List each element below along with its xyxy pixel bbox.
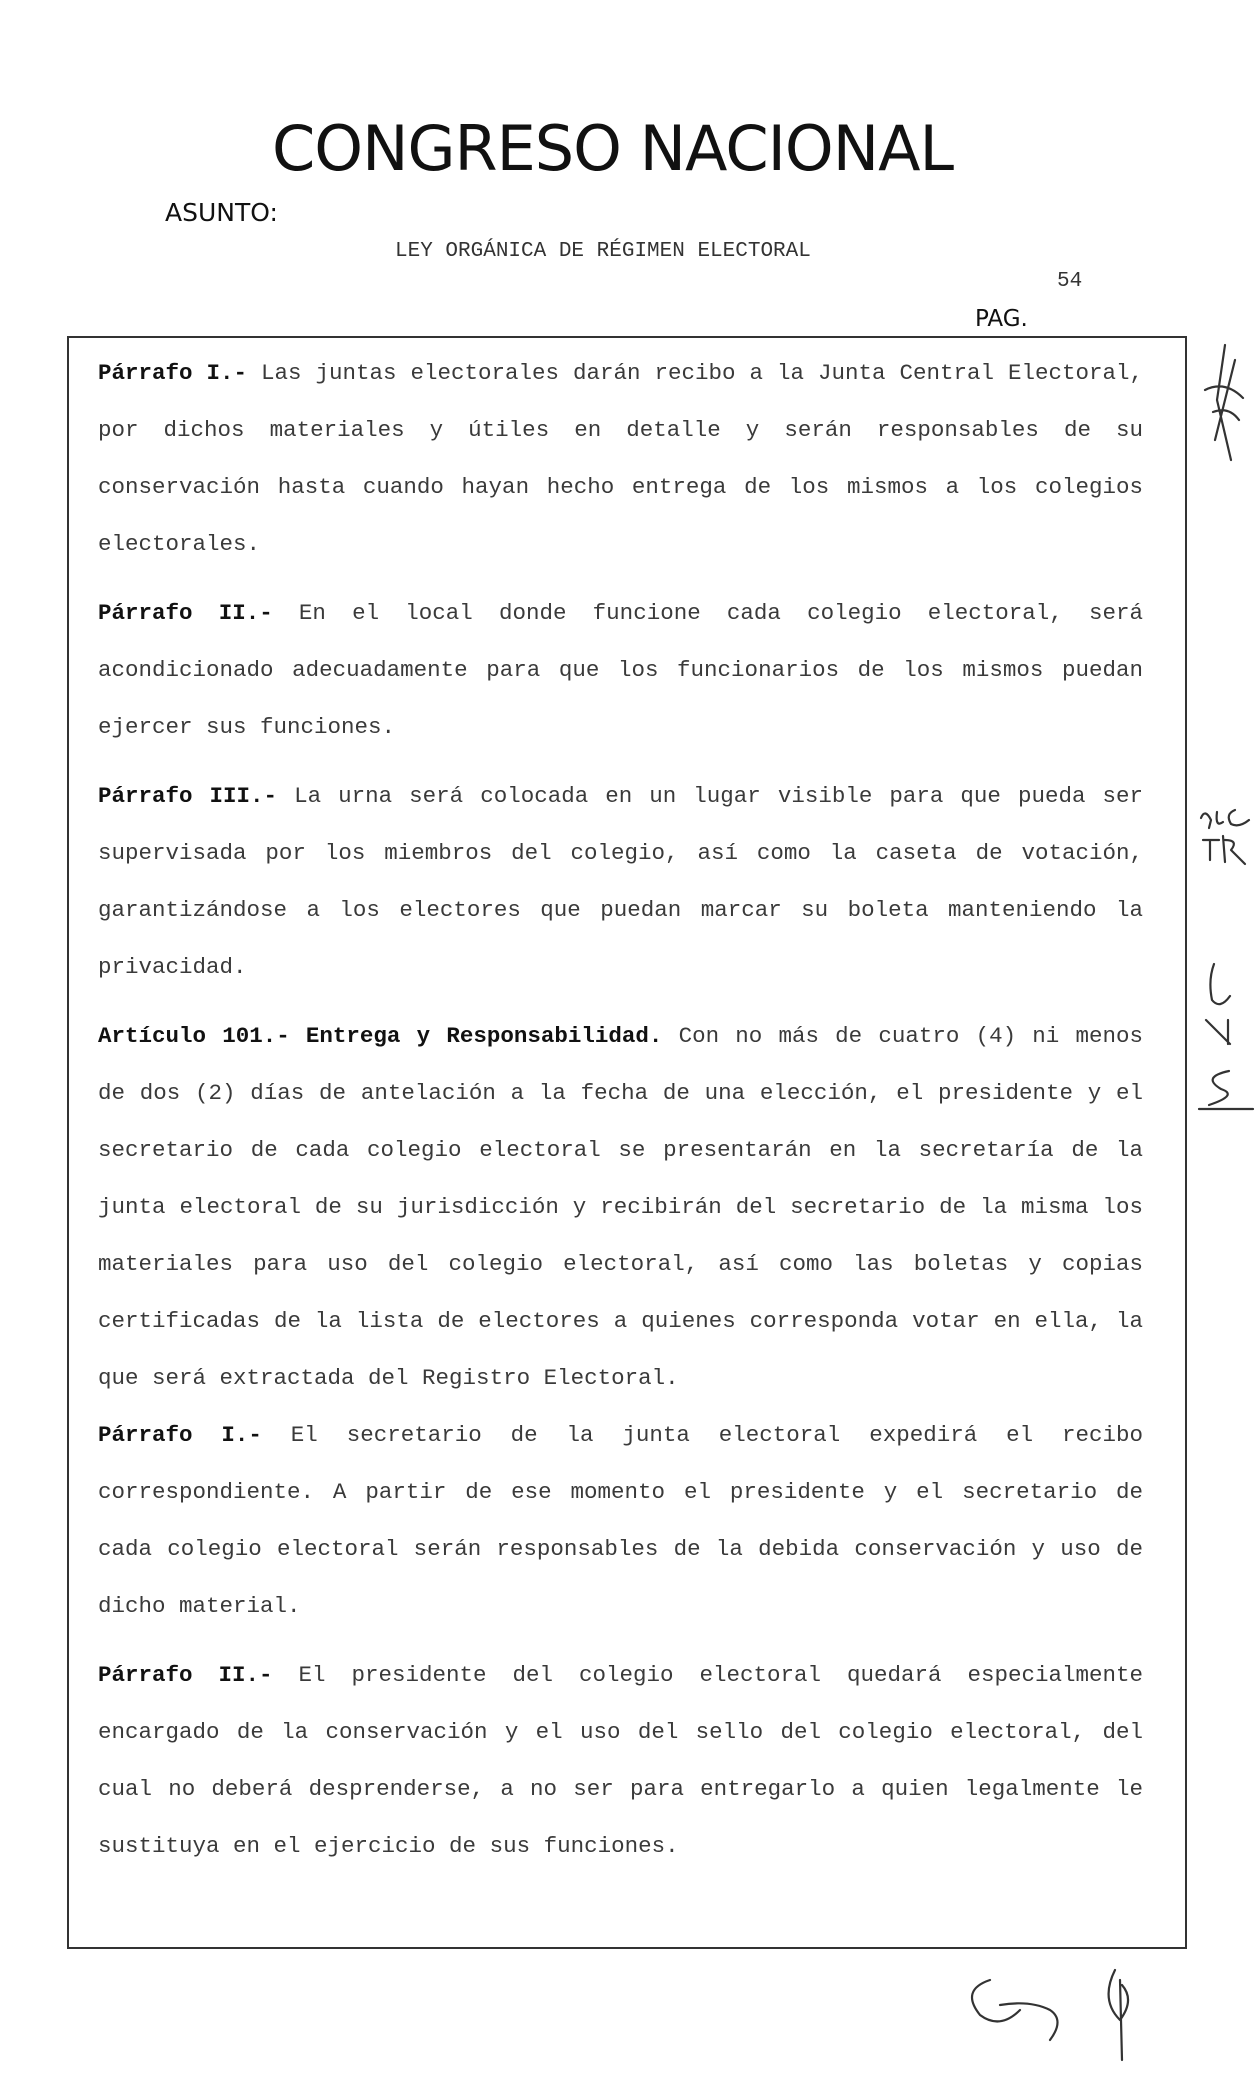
pag-label: PAG. bbox=[975, 306, 1028, 332]
page-number: 54 bbox=[1057, 270, 1083, 293]
article-101 bbox=[98, 1008, 1143, 1407]
paragraph-3 bbox=[98, 768, 1143, 996]
initials-margin-1 bbox=[1195, 800, 1255, 880]
asunto-label: ASUNTO: bbox=[165, 198, 278, 227]
paragraph-label: Párrafo II.- bbox=[98, 600, 273, 626]
initials-margin-2 bbox=[1200, 960, 1255, 1050]
paragraph-text: El presidente del colegio electoral quedará especialmente encargado de la conservación y el uso del sello del colegio electoral, del cual no deberá desprenderse, a no ser para entregarlo a quien legalmente le sustituya en el ejercicio de sus funciones. bbox=[98, 1662, 1143, 1859]
paragraph-label: Párrafo I.- bbox=[98, 1422, 262, 1448]
page-title: CONGRESO NACIONAL bbox=[272, 112, 954, 185]
paragraph-text: La urna será colocada en un lugar visible para que pueda ser supervisada por los miembros del colegio, así como la caseta de votación, garantizándose a los electores que puedan marcar su boleta manteniendo la privacidad. bbox=[98, 783, 1143, 980]
article-label: Artículo 101.- Entrega y Responsabilidad. bbox=[98, 1023, 663, 1049]
paragraph-text: En el local donde funcione cada colegio electoral, será acondicionado adecuadamente para que los funcionarios de los mismos puedan ejercer sus funciones. bbox=[98, 600, 1144, 740]
paragraph-label: Párrafo II.- bbox=[98, 1662, 273, 1688]
paragraph-text: El secretario de la junta electoral expedirá el recibo correspondiente. A partir de ese momento el presidente y el secretario de cada colegio electoral serán responsables de la debida conservación y uso de dicho material. bbox=[98, 1422, 1144, 1619]
paragraph-label: Párrafo I.- bbox=[98, 360, 248, 386]
paragraph-6 bbox=[98, 1647, 1143, 1875]
initials-margin-3 bbox=[1195, 1065, 1255, 1125]
paragraph-label: Párrafo III.- bbox=[98, 783, 278, 809]
document-subject: LEY ORGÁNICA DE RÉGIMEN ELECTORAL bbox=[395, 240, 811, 263]
signature-top-right bbox=[1195, 340, 1255, 470]
signature-bottom bbox=[950, 1960, 1170, 2070]
paragraph-1 bbox=[98, 345, 1143, 573]
article-text: Con no más de cuatro (4) ni menos de dos (2) días de antelación a la fecha de una elección, el presidente y el secretario de cada colegio electoral se presentarán en la secretaría de la junta electoral de su jurisdicción y recibirán del secretario de la misma los materiales para uso del colegio electoral, así como las boletas y copias certificadas de la lista de electores a quienes corresponda votar en ella, la que será extractada del Registro Electoral. bbox=[98, 1023, 1144, 1391]
paragraph-2 bbox=[98, 585, 1143, 756]
document-body bbox=[98, 345, 1143, 1887]
paragraph-5 bbox=[98, 1407, 1143, 1635]
paragraph-text: Las juntas electorales darán recibo a la Junta Central Electoral, por dichos materiales y útiles en detalle y serán responsables de su conservación hasta cuando hayan hecho entrega de los mismos a los colegios electorales. bbox=[98, 360, 1143, 557]
